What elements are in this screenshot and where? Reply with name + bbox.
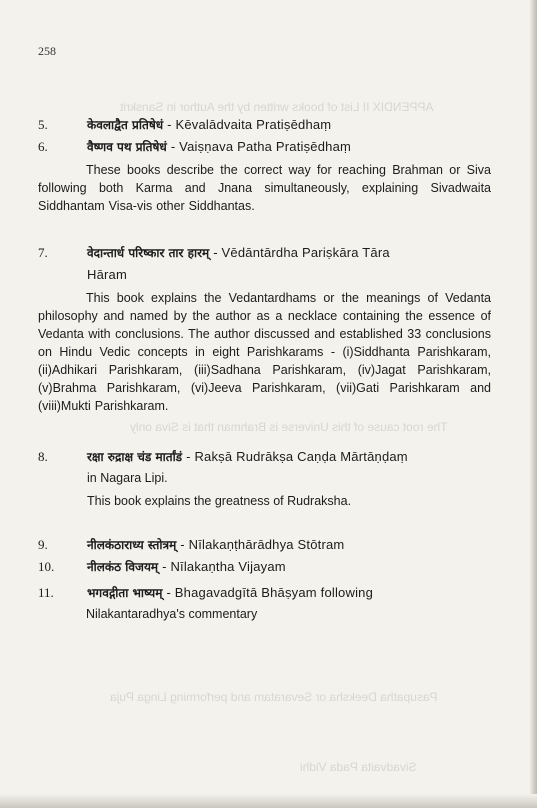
entry-number: 6.	[38, 139, 48, 154]
page-number: 258	[38, 44, 56, 58]
transliterated-title: Kēvalādvaita Pratiṣēdhaṃ	[175, 117, 332, 132]
transliterated-title: Rakṣā Rudrākṣa Caṇḍa Mārtāṇḍaṃ	[194, 449, 408, 464]
devanagari-title: वेदान्तार्ध परिष्कार तार हारम्	[87, 246, 210, 260]
devanagari-title: रक्षा रुद्राक्ष चंड मार्तांडं	[87, 450, 183, 464]
show-through-text: APPENDIX II List of books written by the Author in Sanskrit	[120, 100, 434, 114]
page-edge-shadow	[529, 0, 537, 808]
separator: -	[186, 449, 191, 464]
page-bottom-shadow	[0, 794, 537, 808]
book-entry	[38, 536, 498, 553]
transliterated-title: Vēdāntārdha Pariṣkāra Tāra	[221, 245, 390, 260]
separator: -	[180, 537, 185, 552]
book-description: This book explains the Vedantardhams or the meanings of Vedanta philosophy and named by the author as a necklace containing the essence of Vedanta with conclusions. The author discussed and established 33 conclusions on Hindu Vedic concepts in eight Parishkarams - (i)Siddhanta Parishkaram, (ii)Adhikari Parishkaram, (iii)Sadhana Parishkaram, (iv)Jagat Parishkaram, (v)Brahma Parishkaram, (vi)Jeeva Parishkaram, (vii)Gati Parishkaram and (viii)Mukti Parishkaram.	[38, 291, 491, 413]
book-entry	[38, 448, 508, 465]
transliterated-title: Vaiṣṇava Patha Pratiṣēdhaṃ	[179, 139, 352, 154]
transliterated-title-continued: Hāram	[87, 267, 128, 282]
separator: -	[166, 585, 171, 600]
entry-number: 9.	[38, 537, 48, 552]
entry-number: 10.	[38, 559, 55, 574]
devanagari-title: वैष्णव पथ प्रतिषेधं	[87, 140, 167, 154]
transliterated-title: Nīlakaṇtha Vijayam	[170, 559, 286, 574]
book-entry	[38, 116, 498, 133]
separator: -	[170, 139, 176, 154]
commentary-note: Nilakantaradhya's commentary	[86, 607, 258, 621]
devanagari-title: नीलकंठ विजयम्	[87, 560, 159, 574]
entry-number: 5.	[38, 117, 48, 132]
book-entry	[38, 584, 498, 601]
separator: -	[162, 559, 167, 574]
transliterated-title: Nīlakaṇṭhārādhya Stōtram	[188, 537, 345, 552]
book-entry	[38, 244, 498, 284]
show-through-text: Sivadvaita Pada Vidhi	[300, 760, 417, 774]
devanagari-title: भगवद्गीता भाष्यम्	[87, 586, 163, 600]
separator: -	[213, 245, 218, 260]
entry-number: 11.	[38, 585, 54, 600]
devanagari-title: नीलकंठाराध्य स्तोत्रम्	[87, 538, 177, 552]
book-entry	[38, 558, 498, 575]
book-entry	[38, 138, 498, 155]
show-through-text: Pasupatha Deeksha or Sevaratam and performing Linga Puja	[110, 690, 438, 704]
entry-number: 8.	[38, 449, 48, 464]
separator: -	[167, 117, 172, 132]
book-description: These books describe the correct way for reaching Brahman or Siva following both Karma and Jnana simultaneously, explaining Sivadwaita Siddhantam Visa-vis other Siddhantas.	[38, 163, 491, 213]
entry-number: 7.	[38, 245, 48, 260]
devanagari-title: केवलाद्वैत प्रतिषेधं	[87, 118, 164, 132]
book-description: This book explains the greatness of Rudraksha.	[87, 494, 352, 508]
show-through-text: The root cause of this Universe is Brahman that is Siva only	[130, 420, 448, 434]
transliterated-title: Bhagavadgītā Bhāṣyam following	[174, 585, 374, 600]
script-note: in Nagara Lipi.	[87, 471, 168, 485]
